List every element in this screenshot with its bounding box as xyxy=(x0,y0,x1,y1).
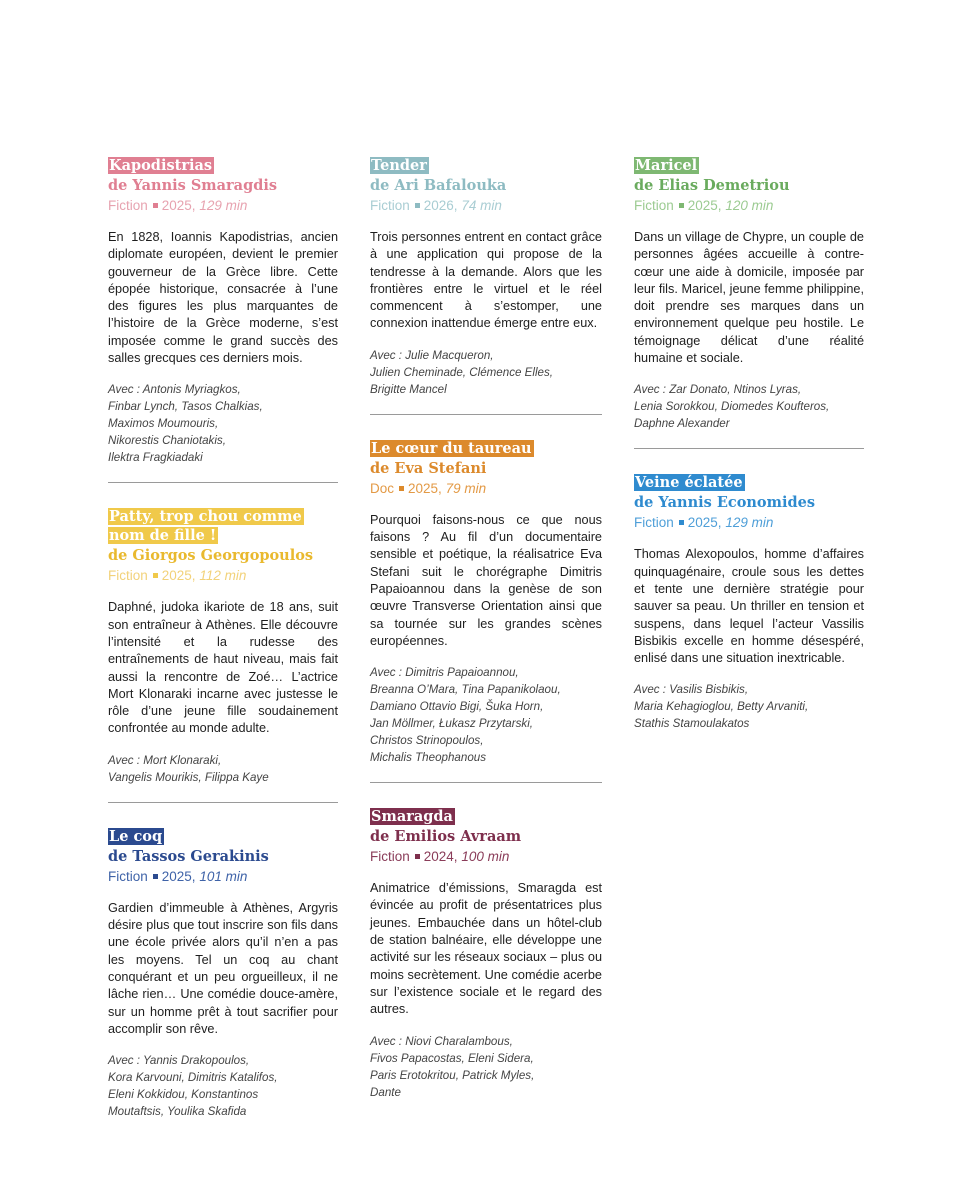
film-description: Animatrice d’émissions, Smaragda est évincée au profit de présentatrices plus jeunes. Embauchée dans un hôtel-club de station balnéaire, elle développe une activité sur les réseaux sociaux – plus ou moins secrètement. Une comédie acerbe sur l’existence sociale et le regard des autres. xyxy=(370,881,602,1017)
film-director: de Yannis Smaragdis xyxy=(108,177,278,194)
film-entry-kapodistrias xyxy=(108,156,338,466)
cast-line: Maximos Moumouris, xyxy=(108,417,219,431)
column-middle xyxy=(370,156,602,1101)
film-description: Daphné, judoka ikariote de 18 ans, suit son entraîneur à Athènes. Elle découvre l’intensité et la rudesse des entraînements de haut niveau, mais fait aussi la rencontre de Zoé… L’actrice Mort Klonaraki incarne avec justesse le rôle d’une jeune fille soudainement confrontée au monde adulte. xyxy=(108,600,338,736)
cast-line: Lenia Sorokkou, Diomedes Koufteros, xyxy=(634,400,830,414)
cast-line: Fivos Papacostas, Eleni Sidera, xyxy=(370,1051,534,1065)
cast-line: Vangelis Mourikis, Filippa Kaye xyxy=(108,770,269,784)
cast-line: Avec : Dimitris Papaioannou, xyxy=(370,666,519,680)
film-director: de Ari Bafalouka xyxy=(370,177,507,194)
film-year: 2025, xyxy=(687,198,722,213)
cast-line: Kora Karvouni, Dimitris Katalifos, xyxy=(108,1071,278,1085)
film-genre: Doc xyxy=(370,480,395,496)
film-cast xyxy=(108,752,338,786)
film-meta xyxy=(370,480,602,498)
film-director: de Elias Demetriou xyxy=(634,177,790,194)
cast-line: Stathis Stamoulakatos xyxy=(634,717,750,731)
film-director: de Yannis Economides xyxy=(634,494,815,512)
cast-line: Avec : Yannis Drakopoulos, xyxy=(108,1054,250,1068)
cast-line: Avec : Julie Macqueron, xyxy=(370,348,494,362)
film-duration: 120 min xyxy=(725,198,774,213)
film-title: Patty, trop chou comme xyxy=(109,508,302,526)
divider xyxy=(108,802,338,803)
cast-line: Avec : Vasilis Bisbikis, xyxy=(634,683,749,697)
film-cast xyxy=(370,664,602,766)
film-duration: 129 min xyxy=(725,515,774,531)
film-description: Dans un village de Chypre, un couple de personnes âgées accueille à contre-cœur une aide à domicile, imposée par leur fils. Maricel, jeune femme philippine, doit prendre ses marques dans un environnement quelque peu hostile. Le témoignage délicat d’une réalité humaine et sociale. xyxy=(634,230,864,366)
film-year: 2025, xyxy=(161,868,196,884)
film-genre: Fiction xyxy=(370,849,410,865)
film-director: de Emilios Avraam xyxy=(370,828,522,846)
divider xyxy=(634,448,864,449)
film-year: 2025, xyxy=(687,515,722,531)
film-cast xyxy=(108,381,338,466)
film-meta xyxy=(108,197,338,215)
cast-line: Jan Möllmer, Łukasz Przytarski, xyxy=(370,717,534,731)
film-cast xyxy=(108,1052,338,1120)
column-left xyxy=(108,156,338,1120)
film-year: 2026, xyxy=(423,198,458,213)
film-cast xyxy=(370,347,602,398)
cast-line: Michalis Theophanous xyxy=(370,751,487,765)
film-entry-smaragda xyxy=(370,807,602,1100)
film-entry-maricel xyxy=(634,156,864,432)
film-meta xyxy=(634,514,864,532)
film-entry-veine-eclatee xyxy=(634,473,864,732)
cast-line: Nikorestis Chaniotakis, xyxy=(108,434,226,448)
cast-line: Avec : Mort Klonaraki, xyxy=(108,753,222,767)
film-genre: Fiction xyxy=(370,198,410,213)
film-year: 2025, xyxy=(161,198,196,213)
cast-line: Avec : Antonis Myriagkos, xyxy=(108,383,241,397)
film-description: Pourquoi faisons-nous ce que nous faisons ? Au fil d’un documentaire sensible et poétique, la réalisatrice Eva Stefani suit le chorégraphe Dimitris Papaioannou dans la genèse de son œuvre Transverse Orientation ainsi que sa tournée sur les grandes scènes européennes. xyxy=(370,512,602,648)
film-cast xyxy=(370,1033,602,1101)
film-genre: Fiction xyxy=(108,568,148,584)
bullet-icon xyxy=(679,520,684,525)
cast-line: Avec : Niovi Charalambous, xyxy=(370,1034,513,1048)
divider xyxy=(370,414,602,415)
cast-line: Paris Erotokritou, Patrick Myles, xyxy=(370,1068,535,1082)
bullet-icon xyxy=(399,486,404,491)
column-right xyxy=(634,156,864,732)
cast-line: Avec : Zar Donato, Ntinos Lyras, xyxy=(634,383,802,397)
film-cast xyxy=(634,681,864,732)
film-title: Le coq xyxy=(109,827,163,845)
film-description: Gardien d’immeuble à Athènes, Argyris désire plus que tout inscrire son fils dans une école privée alors qu’il n’en a pas les moyens. Tel un coq au chant conquérant et un peu orgueilleux, il ne lâche rien… Une comédie douce-amère, sur un homme prêt à tout sacrifier pour accomplir son rêve. xyxy=(108,900,338,1036)
film-year: 2024, xyxy=(423,849,458,865)
film-description: Thomas Alexopoulos, homme d’affaires quinquagénaire, croule sous les dettes et tente une dernière stratégie pour sauver sa peau. Un thriller en tension et suspens, dans lequel l’acteur Vassilis Bisbikis excelle en homme désespéré, enlisé dans une situation inextricable. xyxy=(634,547,864,666)
film-meta xyxy=(108,868,338,886)
film-title: Tender xyxy=(371,157,427,174)
film-title: Maricel xyxy=(635,157,698,174)
film-director: de Eva Stefani xyxy=(370,459,487,477)
film-entry-tender xyxy=(370,156,602,398)
cast-line: Ilektra Fragkiadaki xyxy=(108,451,203,465)
film-entry-le-coeur-du-taureau xyxy=(370,439,602,766)
bullet-icon xyxy=(679,203,684,208)
film-title: Veine éclatée xyxy=(635,474,743,492)
film-genre: Fiction xyxy=(634,198,674,213)
film-genre: Fiction xyxy=(108,868,148,884)
cast-line: Eleni Kokkidou, Konstantinos xyxy=(108,1088,259,1102)
film-year: 2025, xyxy=(408,480,442,496)
cast-line: Breanna O’Mara, Tina Papanikolaou, xyxy=(370,683,561,697)
cast-line: Daphne Alexander xyxy=(634,417,730,431)
film-entry-le-coq xyxy=(108,827,338,1120)
film-duration: 100 min xyxy=(461,849,510,865)
film-meta xyxy=(370,197,602,215)
divider xyxy=(370,782,602,783)
bullet-icon xyxy=(415,854,420,859)
cast-line: Damiano Ottavio Bigi, Šuka Horn, xyxy=(370,700,544,714)
film-director: de Tassos Gerakinis xyxy=(108,847,269,865)
bullet-icon xyxy=(153,573,158,578)
film-description: Trois personnes entrent en contact grâce à une application qui propose de la tendresse à la demande. Alors que les frontières entre le virtuel et le réel commencent à s’estomper, une connexion inattendue émerge entre eux. xyxy=(370,230,602,331)
film-title: Kapodistrias xyxy=(109,157,213,174)
film-meta xyxy=(108,567,338,585)
film-genre: Fiction xyxy=(108,198,148,213)
film-title: Smaragda xyxy=(371,808,453,826)
film-description: En 1828, Ioannis Kapodistrias, ancien diplomate européen, devient le premier gouverneur de la Grèce libre. Cette épopée historique, consacrée à l’une des figures les plus marquantes de l’histoire de la Grèce moderne, s’est imposée comme le grand succès des salles grecques ces derniers mois. xyxy=(108,230,338,366)
film-director: de Giorgos Georgopoulos xyxy=(108,547,314,565)
cast-line: Moutaftsis, Youlika Skafida xyxy=(108,1105,247,1119)
cast-line: Christos Strinopoulos, xyxy=(370,734,484,748)
cast-line: Brigitte Mancel xyxy=(370,382,447,396)
bullet-icon xyxy=(153,203,158,208)
cast-line: Julien Cheminade, Clémence Elles, xyxy=(370,365,554,379)
film-title: nom de fille ! xyxy=(109,527,217,545)
film-duration: 129 min xyxy=(199,198,248,213)
cast-line: Maria Kehagioglou, Betty Arvaniti, xyxy=(634,700,809,714)
film-meta xyxy=(370,848,602,866)
bullet-icon xyxy=(415,203,420,208)
bullet-icon xyxy=(153,874,158,879)
film-meta xyxy=(634,197,864,215)
cast-line: Finbar Lynch, Tasos Chalkias, xyxy=(108,400,263,414)
film-cast xyxy=(634,381,864,432)
cast-line: Dante xyxy=(370,1085,401,1099)
divider xyxy=(108,482,338,483)
film-title: Le cœur du taureau xyxy=(371,439,532,457)
film-year: 2025, xyxy=(161,568,196,584)
film-genre: Fiction xyxy=(634,515,674,531)
film-duration: 79 min xyxy=(445,480,487,496)
film-duration: 112 min xyxy=(199,568,247,584)
film-duration: 101 min xyxy=(199,868,248,884)
film-entry-patty xyxy=(108,507,338,785)
film-duration: 74 min xyxy=(461,198,502,213)
